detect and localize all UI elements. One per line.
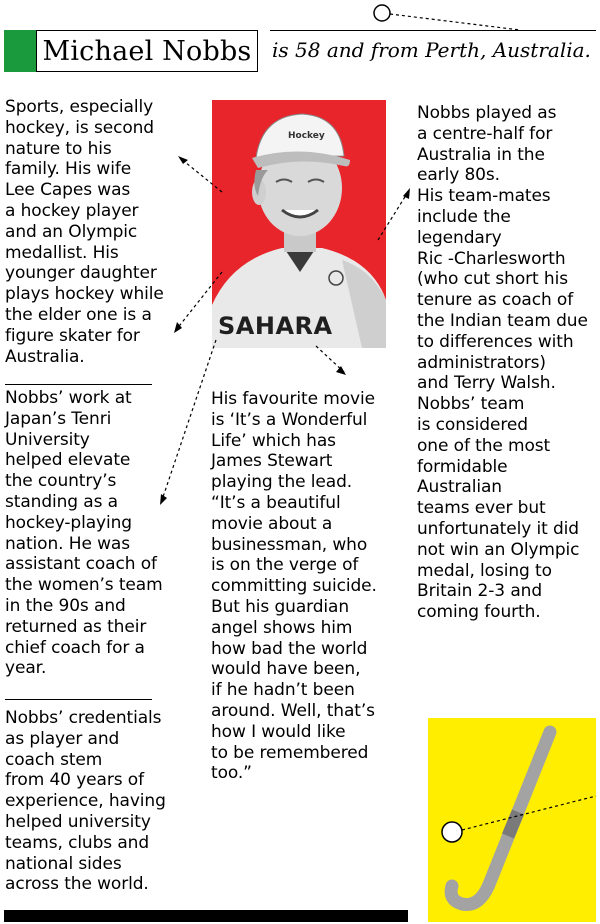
column-divider bbox=[5, 384, 152, 385]
hockey-stick-panel bbox=[428, 718, 596, 922]
fact-credentials: Nobbs’ credentials as player and coach stem from 40 years of experience, having helped university teams, clubs and national sides across the world. bbox=[5, 708, 166, 895]
fact-japan: Nobbs’ work at Japan’s Tenri University helped elevate the country’s standing as a hockey-playing nation. He was assistant coach of the women’s team in the 90s and returned as their chief coach for a year. bbox=[5, 388, 163, 679]
portrait-illustration bbox=[212, 100, 386, 348]
fact-favourite-movie: His favourite movie is ‘It’s a Wonderful Life’ which has James Stewart playing the lead. “It’s a beautiful movie about a businessman, who is on the verge of committing suicide. But his guardian angel shows him how bad the world would have been, if he hadn’t been around. Well, that’s how I would like to be remembered too.” bbox=[211, 389, 377, 784]
fact-playing-career: Nobbs played as a centre-half for Australia in the early 80s. His team-mates include the legendary Ric -Charlesworth (who cut short his tenure as coach of the Indian team due to differences with administrators) and Terry Walsh. Nobbs’ team is considered one of the most formidable Australian teams ever but unfortunately it did not win an Olympic medal, losing to Britain 2-3 and coming fourth. bbox=[417, 103, 588, 623]
portrait-photo bbox=[212, 100, 386, 348]
footer-bar bbox=[4, 910, 408, 922]
column-divider bbox=[5, 699, 152, 700]
page-title: Michael Nobbs bbox=[42, 35, 252, 67]
subtitle: is 58 and from Perth, Australia. bbox=[272, 38, 591, 62]
header-color-block bbox=[4, 30, 36, 72]
fact-family: Sports, especially hockey, is second nature to his family. His wife Lee Capes was a hockey player and an Olympic medallist. His younger daughter plays hockey while the elder one is a figure skater for Australia. bbox=[5, 97, 164, 367]
svg-text:Hockey: Hockey bbox=[288, 131, 325, 141]
jersey-text: SAHARA bbox=[218, 312, 333, 340]
hockey-stick-icon bbox=[428, 718, 596, 922]
name-box bbox=[36, 30, 258, 72]
header-rule bbox=[270, 30, 596, 31]
hockey-ball-icon bbox=[374, 5, 390, 21]
